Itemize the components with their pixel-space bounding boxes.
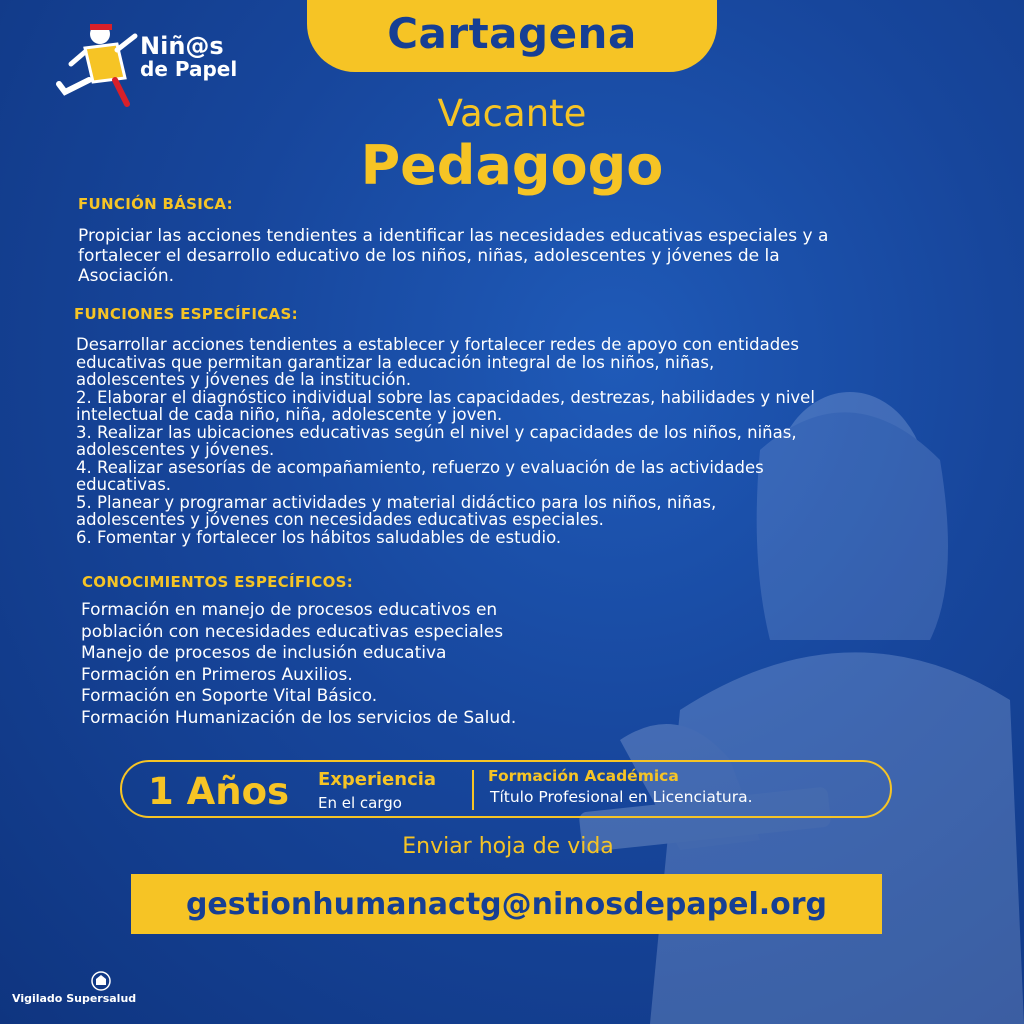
knowledge-line: Manejo de procesos de inclusión educativa	[81, 643, 447, 663]
experience-years: 1 Años	[148, 770, 290, 813]
knowledge-line: Formación en manejo de procesos educativos en	[81, 600, 498, 620]
knowledge-line: población con necesidades educativas especiales	[81, 621, 504, 642]
knowledge-line: Formación Humanización de los servicios de Salud.	[81, 707, 517, 728]
specific-function-line: educativas que permitan garantizar la educación integral de los niños, niñas,	[76, 352, 715, 372]
specific-functions-heading: FUNCIONES ESPECÍFICAS:	[74, 305, 298, 323]
basic-function-heading: FUNCIÓN BÁSICA:	[78, 195, 233, 213]
specific-function-line: 2. Elaborar el diagnóstico individual sobre las capacidades, destrezas, habilidades y nivel	[76, 387, 815, 407]
city-name: Cartagena	[387, 9, 637, 58]
specific-function-line: 6. Fomentar y fortalecer los hábitos saludables de estudio.	[76, 527, 562, 547]
knowledge-line: Formación en Soporte Vital Básico.	[81, 686, 378, 706]
specific-function-line: 5. Planear y programar actividades y material didáctico para los niños, niñas,	[76, 492, 717, 512]
email-link[interactable]: gestionhumanactg@ninosdepapel.org	[185, 886, 828, 922]
knowledge-list	[81, 600, 516, 729]
brand-name-line1: Niñ@s	[140, 32, 224, 60]
email-banner	[131, 874, 882, 934]
supersalud-label: Vigilado Supersalud	[12, 992, 137, 1005]
experience-subtitle: En el cargo	[318, 794, 402, 812]
specific-function-line: adolescentes y jóvenes de la institución.	[76, 370, 412, 389]
basic-function-line: fortalecer el desarrollo educativo de los niños, niñas, adolescentes y jóvenes de la	[78, 246, 780, 266]
send-cv-label: Enviar hoja de vida	[402, 834, 614, 859]
knowledge-line: Formación en Primeros Auxilios.	[81, 664, 353, 685]
knowledge-heading: CONOCIMIENTOS ESPECÍFICOS:	[82, 573, 354, 591]
academic-title: Formación Académica	[488, 767, 679, 785]
academic-subtitle: Título Profesional en Licenciatura.	[490, 788, 753, 806]
brand-name-line2: de Papel	[140, 57, 238, 82]
job-title: Pedagogo	[360, 134, 664, 197]
experience-title: Experiencia	[318, 769, 437, 790]
specific-function-line: 4. Realizar asesorías de acompañamiento, refuerzo y evaluación de las actividades	[76, 457, 764, 477]
specific-function-line: 3. Realizar las ubicaciones educativas según el nivel y capacidades de los niños, niñas,	[76, 422, 797, 442]
specific-function-line: adolescentes y jóvenes con necesidades educativas especiales.	[76, 510, 604, 529]
basic-function-text	[78, 226, 828, 286]
supersalud-seal-icon	[90, 970, 112, 992]
specific-function-line: adolescentes y jóvenes.	[76, 440, 275, 459]
requirements-pill	[120, 760, 892, 818]
city-tab	[307, 0, 717, 72]
brand-name	[140, 34, 237, 80]
specific-function-line: intelectual de cada niño, niña, adolescente y joven.	[76, 405, 503, 424]
basic-function-line: Propiciar las acciones tendientes a identificar las necesidades educativas especiales y a	[78, 226, 829, 246]
basic-function-line: Asociación.	[78, 266, 175, 286]
specific-functions-list	[76, 336, 815, 546]
requirements-divider	[472, 770, 474, 810]
specific-function-line: Desarrollar acciones tendientes a establecer y fortalecer redes de apoyo con entidades	[76, 335, 799, 354]
vacancy-label: Vacante	[437, 92, 587, 135]
specific-function-line: educativas.	[76, 475, 172, 494]
